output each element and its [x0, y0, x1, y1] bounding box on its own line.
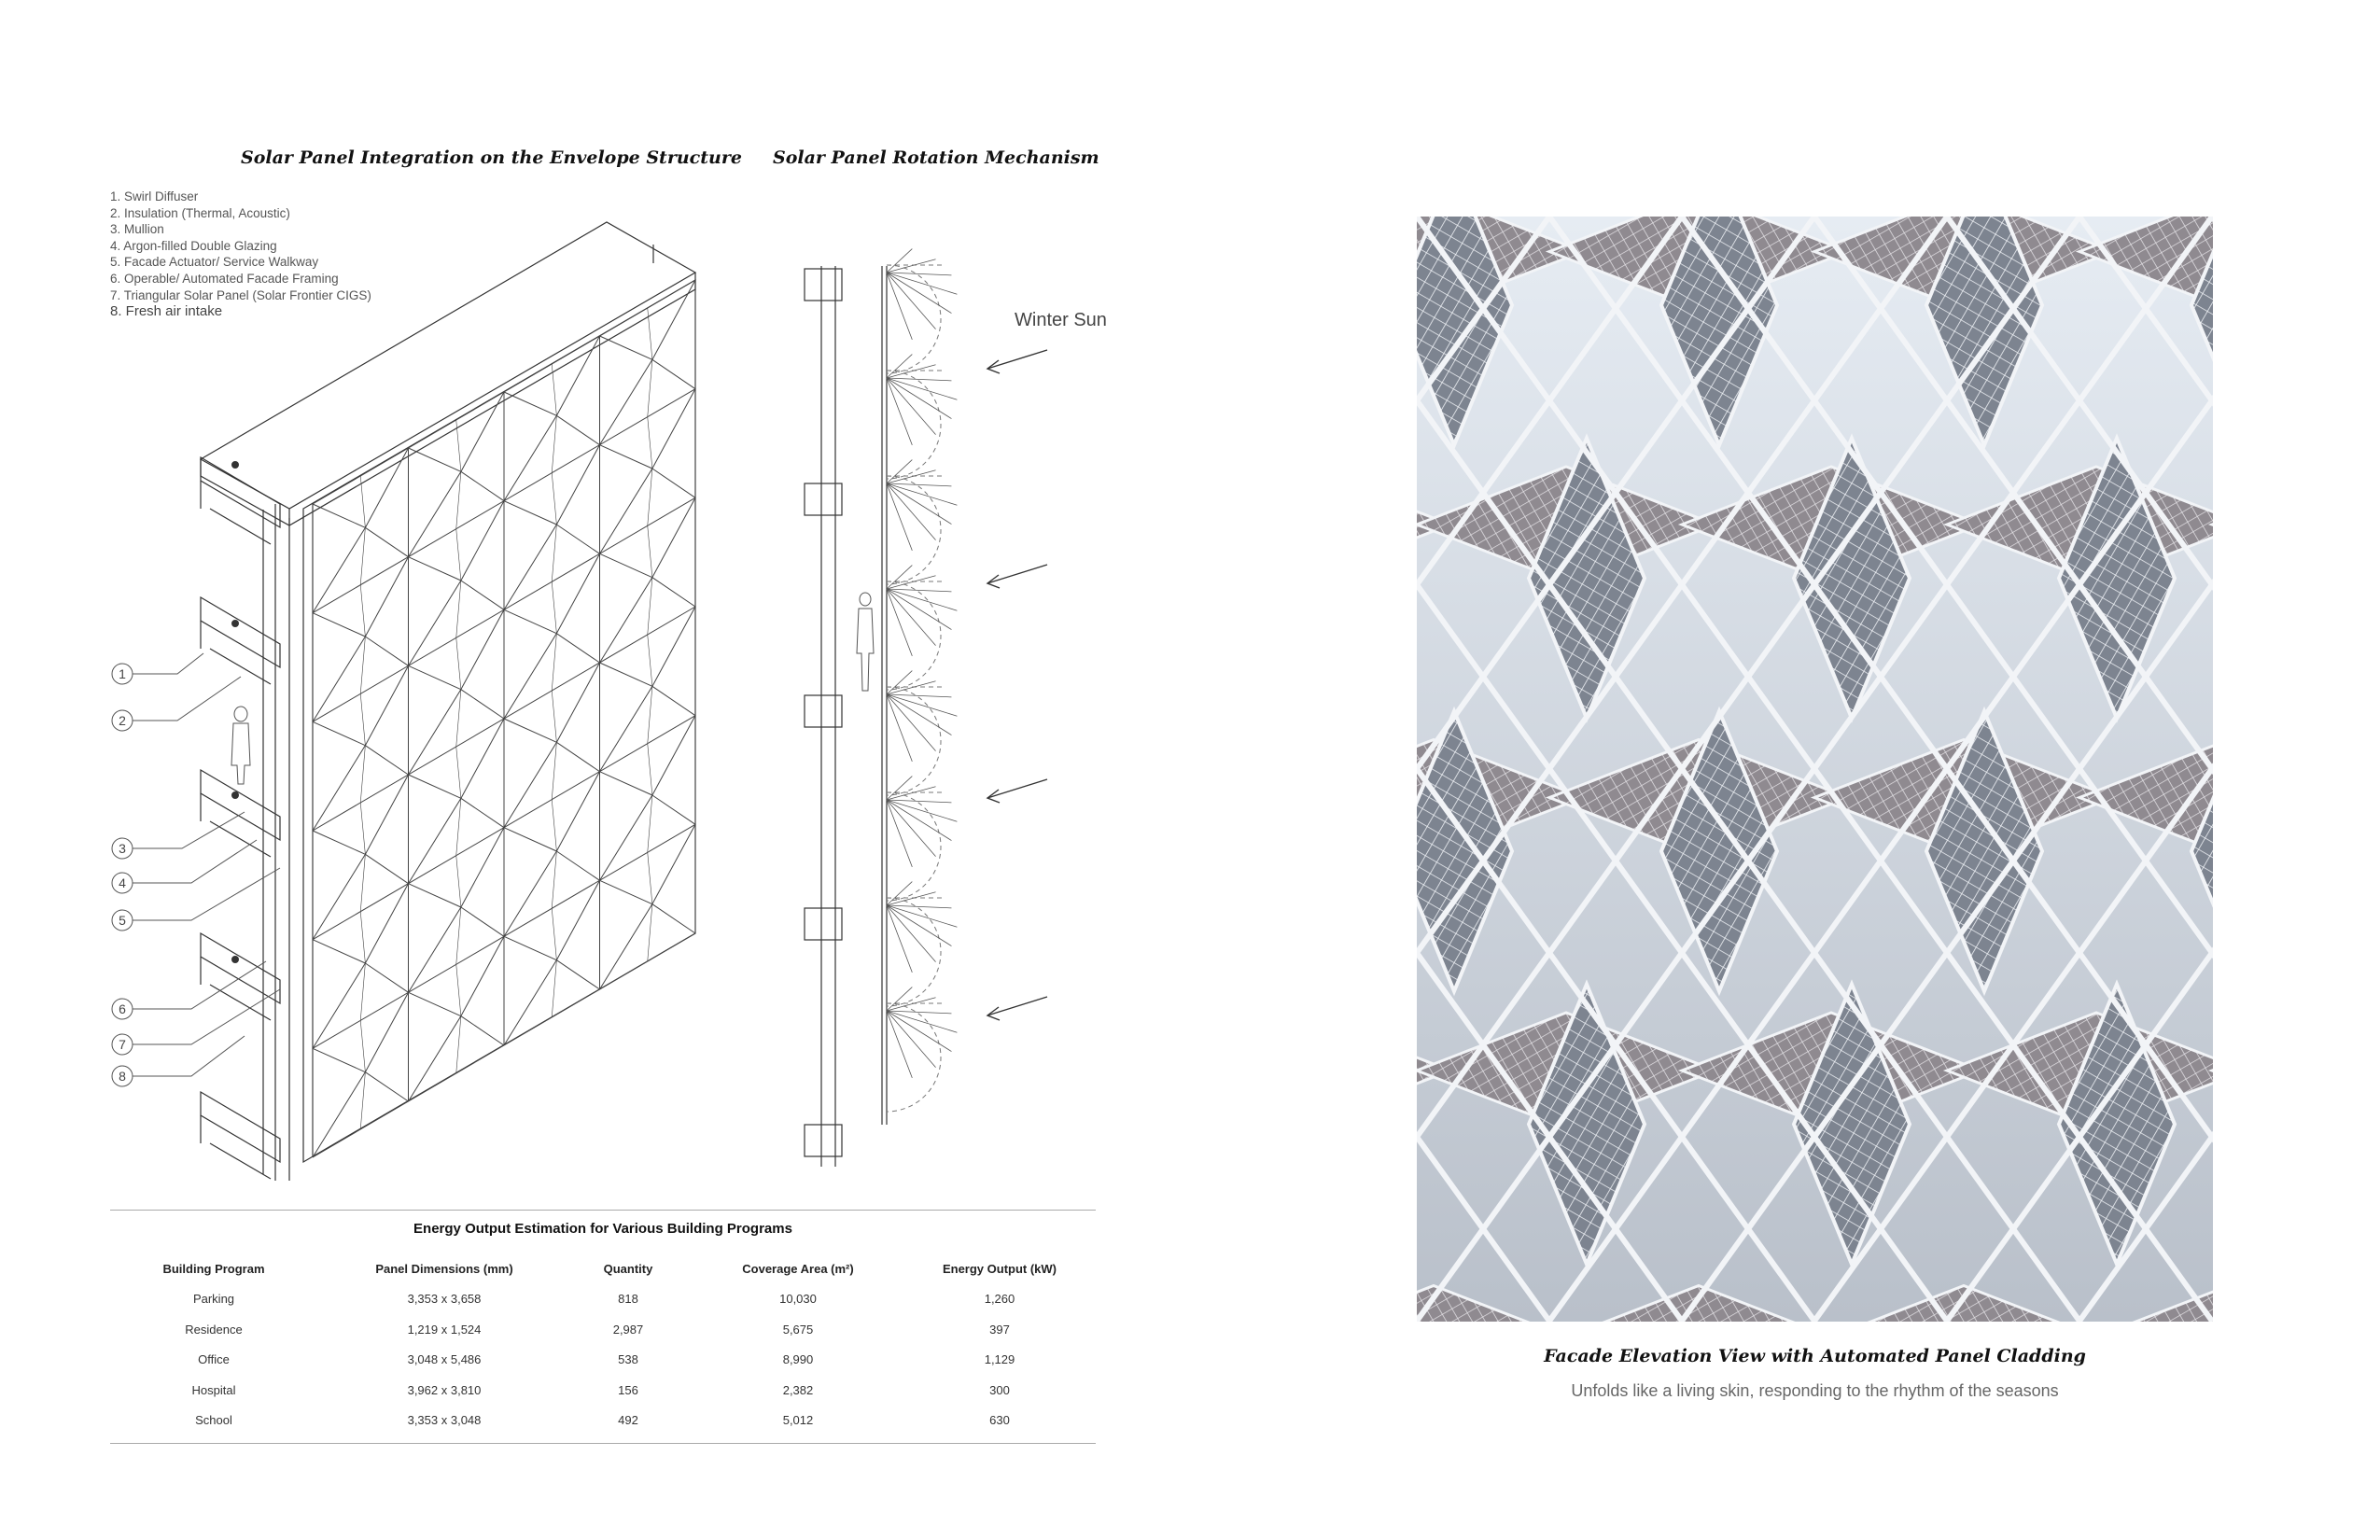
table-cell: Hospital [191, 1382, 236, 1397]
table-cell: 3,962 x 3,810 [407, 1382, 482, 1397]
table-cell: 3,353 x 3,048 [407, 1413, 482, 1427]
table-cell: Residence [185, 1322, 243, 1337]
diagram-title-rotation: Solar Panel Rotation Mechanism [773, 147, 1099, 168]
legend-item: 6. Operable/ Automated Facade Framing [110, 271, 339, 286]
winter-sun-label: Winter Sun [1015, 310, 1107, 330]
table-cell: 1,129 [984, 1352, 1015, 1366]
table-cell: 300 [989, 1382, 1010, 1397]
image-caption: Facade Elevation View with Automated Panel Cladding [1544, 1346, 2086, 1366]
legend-item: 5. Facade Actuator/ Service Walkway [110, 255, 319, 270]
callout-8: 8 [119, 1069, 126, 1084]
callout-7: 7 [119, 1037, 126, 1052]
rotation-section-drawing [805, 266, 887, 1167]
table-cell: 3,048 x 5,486 [407, 1352, 482, 1366]
legend-item: 1. Swirl Diffuser [110, 189, 199, 203]
table-cell: 492 [618, 1413, 638, 1427]
col-header-output: Energy Output (kW) [942, 1262, 1057, 1276]
callout-2: 2 [119, 713, 126, 728]
callout-4: 4 [119, 875, 126, 890]
callout-6: 6 [119, 1001, 126, 1016]
facade-diamond-pattern [1417, 217, 2213, 1322]
callout-1: 1 [119, 666, 126, 681]
callout-3: 3 [119, 841, 126, 856]
table-title: Energy Output Estimation for Various Building Programs [413, 1221, 792, 1237]
legend-item: 3. Mullion [110, 222, 164, 237]
legend-item: 2. Insulation (Thermal, Acoustic) [110, 205, 290, 220]
callout-5: 5 [119, 913, 126, 928]
col-header-program: Building Program [162, 1262, 265, 1276]
table-cell: 156 [618, 1382, 638, 1397]
col-header-dimensions: Panel Dimensions (mm) [375, 1262, 513, 1276]
image-subcaption: Unfolds like a living skin, responding to the rhythm of the seasons [1571, 1381, 2059, 1400]
table-cell: 1,260 [984, 1292, 1015, 1306]
table-cell: 818 [618, 1292, 638, 1306]
table-cell: 1,219 x 1,524 [407, 1322, 482, 1337]
table-cell: 538 [618, 1352, 638, 1366]
diagram-title-envelope: Solar Panel Integration on the Envelope Structure [241, 147, 742, 168]
table-cell: 397 [989, 1322, 1010, 1337]
legend-item: 7. Triangular Solar Panel (Solar Frontier CIGS) [110, 287, 371, 302]
legend-item: 4. Argon-filled Double Glazing [110, 238, 277, 253]
legend-item: 8. Fresh air intake [110, 303, 223, 320]
sun-arrows [987, 350, 1047, 1020]
table-cell: School [195, 1413, 232, 1427]
table-cell: 5,675 [782, 1322, 814, 1337]
table-cell: 5,012 [782, 1413, 814, 1427]
col-header-coverage: Coverage Area (m²) [742, 1262, 854, 1276]
table-cell: 3,353 x 3,658 [407, 1292, 482, 1306]
table-cell: 2,987 [612, 1322, 644, 1337]
table-cell: 630 [989, 1413, 1010, 1427]
table-cell: 2,382 [782, 1382, 814, 1397]
table-cell: 10,030 [779, 1292, 817, 1306]
table-rule-bottom [110, 1443, 1096, 1444]
col-header-quantity: Quantity [603, 1262, 653, 1276]
table-cell: Office [198, 1352, 230, 1366]
facade-elevation-image [1417, 217, 2213, 1322]
table-cell: 8,990 [782, 1352, 814, 1366]
table-cell: Parking [192, 1292, 235, 1306]
table-rule-top [110, 1210, 1096, 1211]
